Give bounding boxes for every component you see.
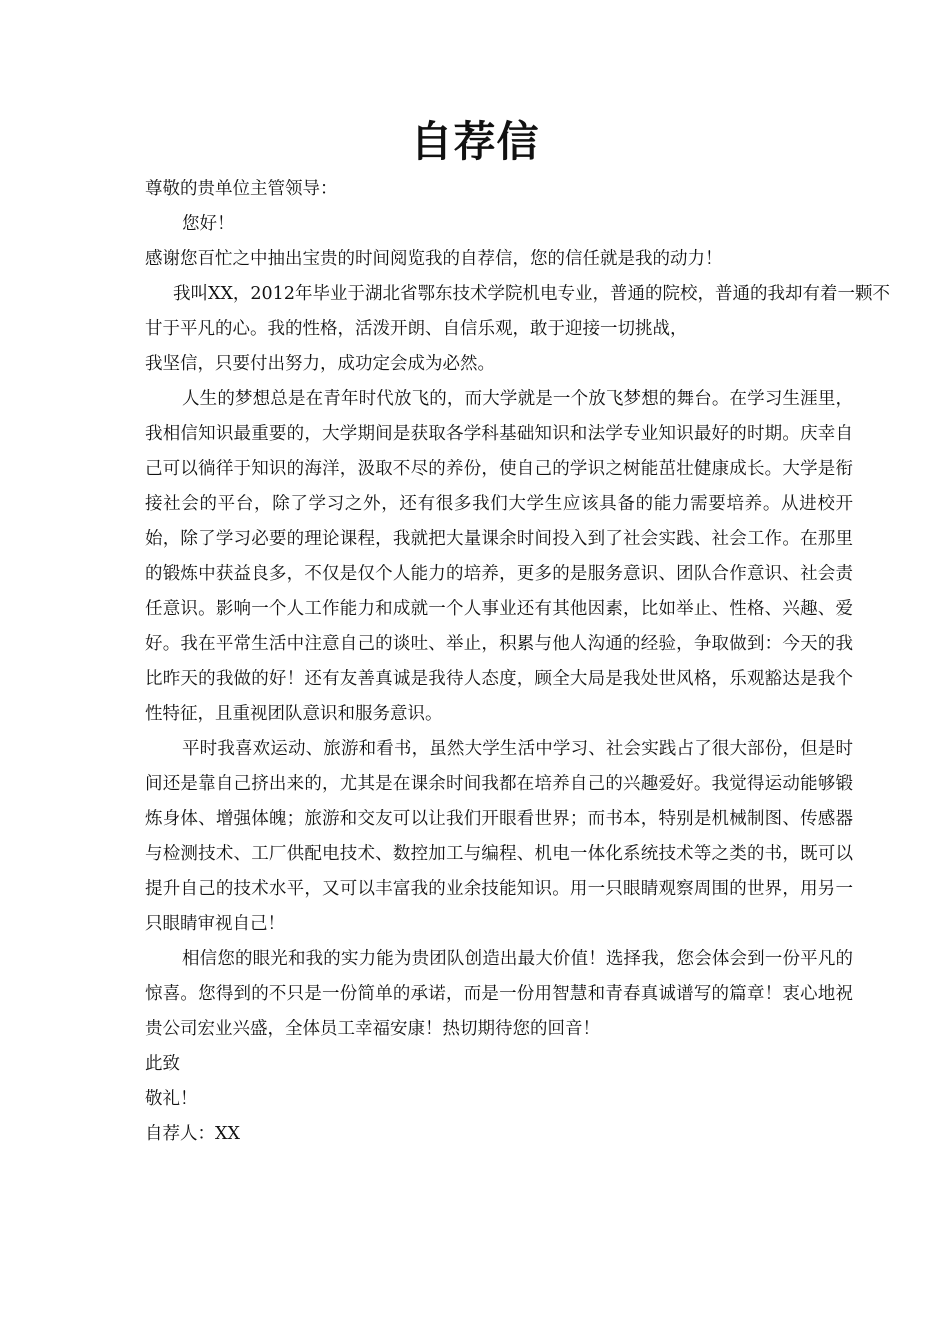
intro-line-2: 甘于平凡的心。我的性格，活泼开朗、自信乐观，敢于迎接一切挑战，	[145, 319, 688, 339]
letter-body	[145, 172, 890, 1152]
page-title: 自荐信	[410, 117, 540, 166]
closing-block	[145, 1047, 853, 1152]
intro-line-1: 我叫XX，2012年毕业于湖北省鄂东技术学院机电专业，普通的院校，普通的我却有着一颗不	[173, 284, 890, 304]
paragraph-closing	[145, 942, 853, 1047]
intro-line-3: 我坚信，只要付出努力，成功定会成为必然。	[145, 354, 495, 374]
paragraph-study-text: 人生的梦想总是在青年时代放飞的，而大学就是一个放飞梦想的舞台。在学习生涯里，我相信知识最重要的，大学期间是获取各学科基础知识和法学专业知识最好的时期。庆幸自己可以徜徉于知识的海洋，汲取不尽的养份，使自己的学识之树能茁壮健康成长。大学是衔接社会的平台，除了学习之外，还有很多我们大学生应该具备的能力需要培养。从进校开始，除了学习必要的理论课程，我就把大量课余时间投入到了社会实践、社会工作。在那里的锻炼中获益良多，不仅是仅个人能力的培养，更多的是服务意识、团队合作意识、社会责任意识。影响一个人工作能力和成就一个人事业还有其他因素，比如举止、性格、兴趣、爱好。我在平常生活中注意自己的谈吐、举止，积累与他人沟通的经验，争取做到：今天的我比昨天的我做的好！还有友善真诚是我待人态度，顾全大局是我处世风格，乐观豁达是我个性特征，且重视团队意识和服务意识。	[145, 389, 853, 724]
salutation: 尊敬的贵单位主管领导：	[145, 179, 338, 199]
paragraph-study	[145, 382, 853, 732]
paragraph-hobbies	[145, 732, 853, 942]
greeting: 您好！	[182, 214, 235, 234]
closing-jingli: 敬礼！	[145, 1089, 198, 1109]
thanks-line: 感谢您百忙之中抽出宝贵的时间阅览我的自荐信，您的信任就是我的动力！	[145, 249, 723, 269]
paragraph-hobbies-text: 平时我喜欢运动、旅游和看书，虽然大学生活中学习、社会实践占了很大部份，但是时间还是靠自己挤出来的，尤其是在课余时间我都在培养自己的兴趣爱好。我觉得运动能够锻炼身体、增强体魄；旅游和交友可以让我们开眼看世界；而书本，特别是机械制图、传感器与检测技术、工厂供配电技术、数控加工与编程、机电一体化系统技术等之类的书，既可以提升自己的技术水平，又可以丰富我的业余技能知识。用一只眼睛观察周围的世界，用另一只眼睛审视自己！	[145, 739, 853, 934]
closing-zhici: 此致	[145, 1054, 180, 1074]
signature: 自荐人：XX	[145, 1124, 240, 1144]
paragraph-closing-text: 相信您的眼光和我的实力能为贵团队创造出最大价值！选择我，您会体会到一份平凡的惊喜。您得到的不只是一份简单的承诺，而是一份用智慧和青春真诚谱写的篇章！衷心地祝贵公司宏业兴盛，全体员工幸福安康！热切期待您的回音！	[145, 949, 853, 1039]
